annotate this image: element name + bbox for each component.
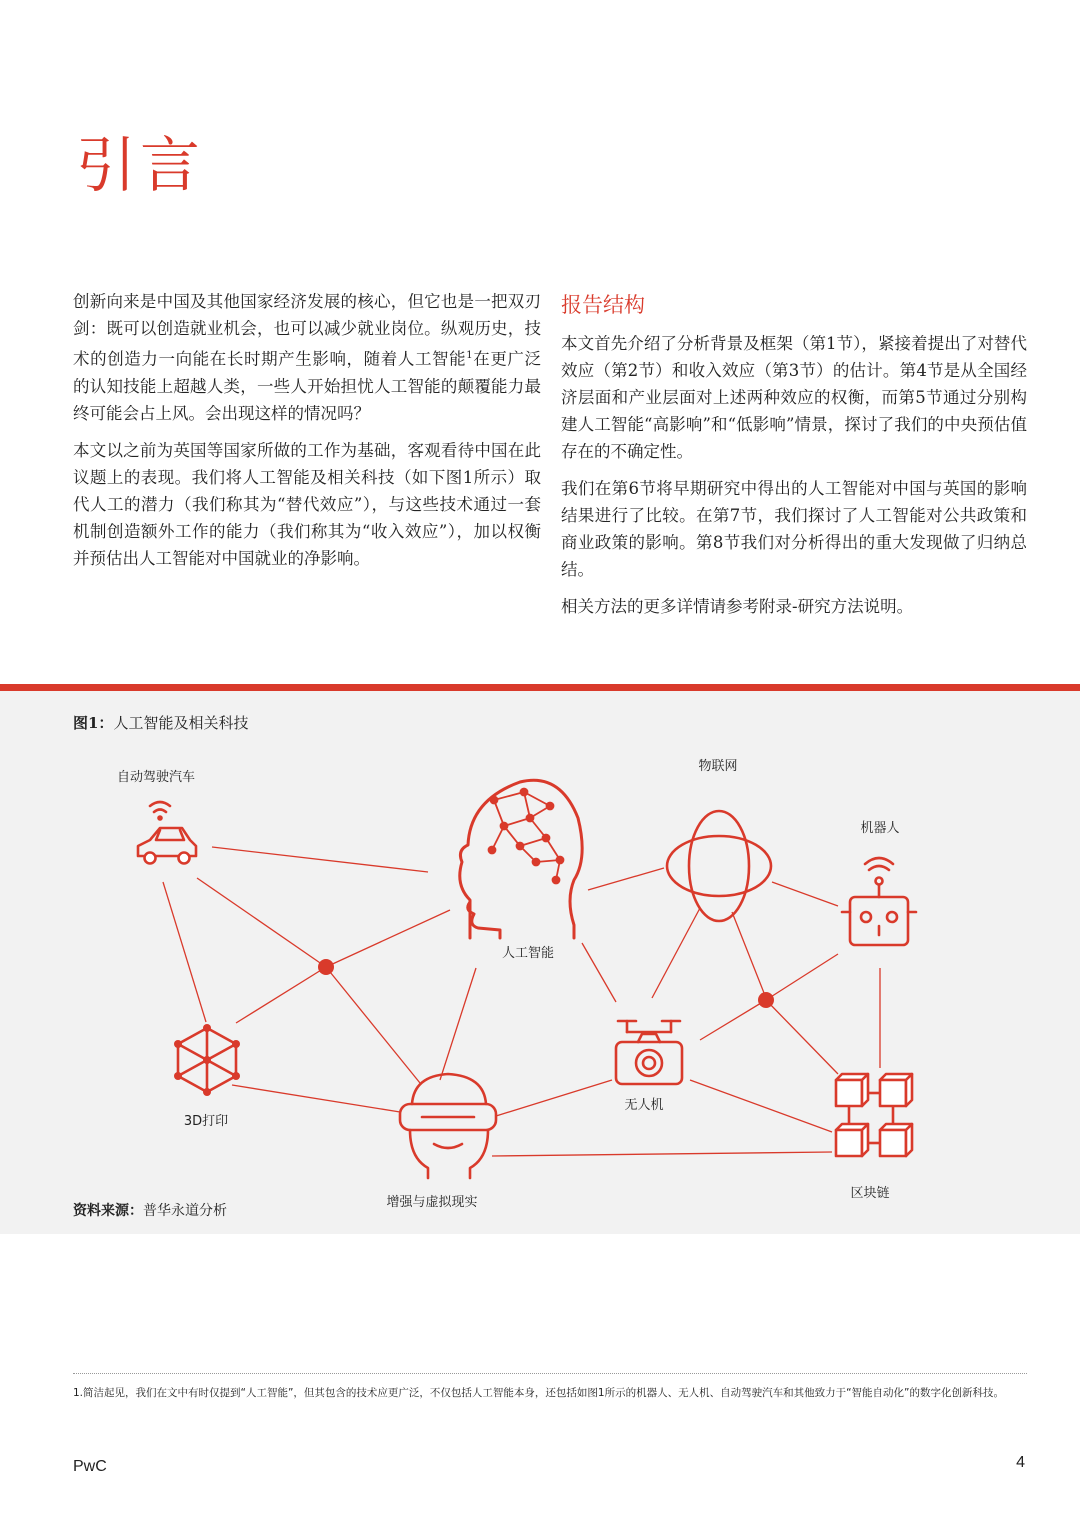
intro-left-column: [73, 288, 541, 582]
footnote-marker[interactable]: 1: [466, 350, 473, 361]
brain-network-icon: [489, 789, 564, 884]
self-driving-car-icon: [138, 802, 196, 864]
figure-source: 资料来源：普华永道分析: [73, 1203, 227, 1219]
drone-camera-icon: [616, 1021, 682, 1084]
report-structure-heading: 报告结构: [561, 293, 645, 317]
label-drone: 无人机: [624, 1098, 664, 1113]
hub-dots: [318, 959, 774, 1008]
label-robot: 机器人: [860, 821, 900, 836]
page-number: 4: [1016, 1454, 1025, 1471]
label-blockchain: 区块链: [850, 1186, 890, 1201]
blockchain-icon: [836, 1074, 912, 1156]
intro-paragraph-2: 本文以之前为英国等国家所做的工作为基础，客观看待中国在此议题上的表现。我们将人工智能及相关科技（如下图1所示）取代人工的潜力（我们称其为“替代效应”），与这些技术通过一套机制创造额外工作的能力（我们称其为“收入效应”），加以权衡并预估出人工智能对中国就业的净影响。: [73, 440, 541, 568]
label-ar-vr: 增强与虚拟现实: [386, 1195, 478, 1210]
report-structure-column: [561, 288, 1027, 630]
label-3d-printing: 3D打印: [183, 1114, 229, 1129]
structure-paragraph-3: 相关方法的更多详情请参考附录-研究方法说明。: [561, 597, 914, 616]
label-ai: 人工智能: [501, 946, 555, 961]
footnote-divider: [73, 1373, 1027, 1374]
robot-icon: [842, 858, 916, 945]
3d-printing-cube-icon: [174, 1024, 240, 1096]
vr-headset-icon: [400, 1074, 496, 1178]
structure-paragraph-1: 本文首先介绍了分析背景及框架（第1节），紧接着提出了对替代效应（第2节）和收入效应（第3节）的估计。第4节是从全国经济层面和产业层面对上述两种效应的权衡，而第5节通过分别构建人工智能“高影响”和“低影响”情景，探讨了我们的中央预估值存在的不确定性。: [561, 334, 1027, 461]
label-self-driving-car: 自动驾驶汽车: [116, 770, 196, 785]
footnote: 1.简洁起见，我们在文中有时仅提到“人工智能”，但其包含的技术应更广泛，不仅包括人工智能本身，还包括如图1所示的机器人、无人机、自动驾驶汽车和其他致力于“智能自动化”的数字化创新科技。: [73, 1387, 1004, 1399]
figure-caption: 图1：人工智能及相关科技: [73, 714, 249, 732]
globe-icon: [667, 811, 771, 921]
label-iot: 物联网: [698, 759, 738, 774]
figure-divider: [0, 684, 1080, 691]
page-title: 引言: [76, 131, 204, 201]
structure-paragraph-2: 我们在第6节将早期研究中得出的人工智能对中国与英国的影响结果进行了比较。在第7节，我们探讨了人工智能对公共政策和商业政策的影响。第8节我们对分析得出的重大发现做了归纳总结。: [561, 479, 1027, 579]
footer-brand: PwC: [73, 1458, 107, 1475]
intro-paragraph-1: 创新向来是中国及其他国家经济发展的核心，但它也是一把双刃剑：既可以创造就业机会，也可以减少就业岗位。纵观历史，技术的创造力一向能在长时期产生影响，随着人工智能$^1$在更广泛的认知技能上超越人类，一些人开始担忧人工智能的颠覆能力最终可能会占上风。会出现这样的情况吗？: [73, 292, 542, 423]
